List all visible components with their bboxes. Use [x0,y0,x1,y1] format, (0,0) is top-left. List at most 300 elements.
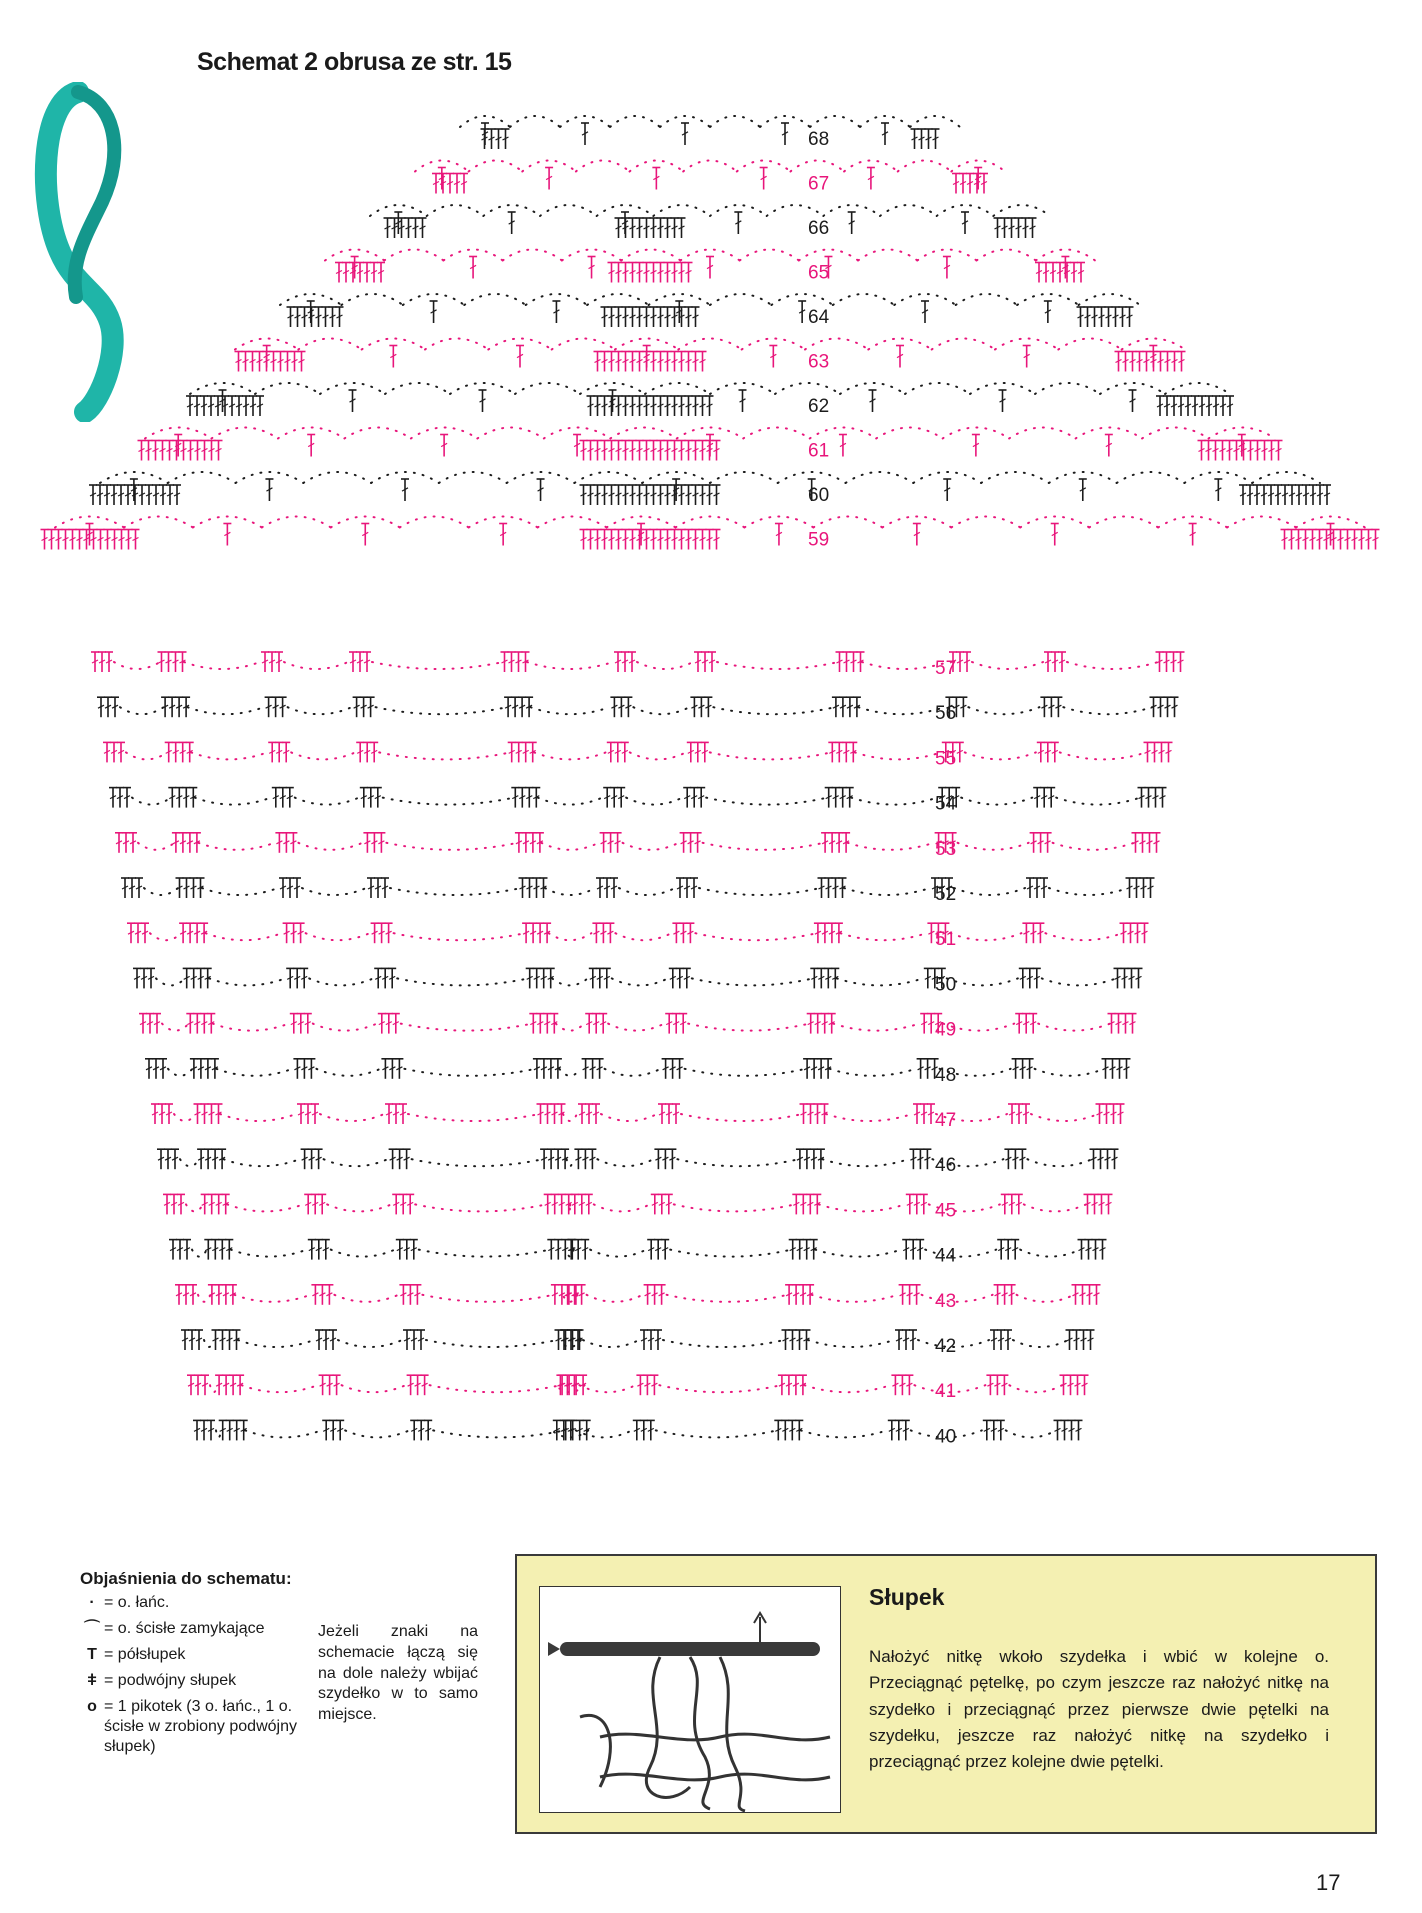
page-number: 17 [1316,1870,1341,1895]
treble-stitch [104,530,112,550]
row-label: 57 [935,658,957,679]
treble-stitch [1123,1059,1131,1079]
treble-stitch [966,174,974,194]
treble-stitch [204,1059,212,1079]
treble-stitch [1177,396,1185,416]
diagram-row [115,833,1161,853]
chain-arc [284,662,348,669]
treble-stitch [1122,1014,1130,1034]
treble-stitch [286,788,294,808]
chain-arc [191,752,267,759]
legend-item-chain [80,1593,315,1613]
treble-stitch [519,878,527,898]
treble-stitch [622,396,630,416]
chain-arc [510,116,560,127]
treble-stitch [1198,396,1206,416]
treble-stitch [588,1149,596,1169]
treble-stitch [174,435,182,457]
treble-stitch [558,1285,566,1305]
treble-stitch [186,396,194,416]
chain-arc [342,1385,406,1392]
treble-stitch [636,307,644,327]
treble-stitch [1358,530,1366,550]
treble-stitch [138,441,146,461]
treble-stitch [537,479,545,501]
treble-stitch [869,390,877,412]
treble-stitch [300,968,308,988]
treble-stitch [190,878,198,898]
treble-stitch [1004,1240,1012,1260]
treble-stitch [1253,485,1261,505]
treble-stitch [1022,218,1030,238]
chain-arc [1063,707,1152,714]
treble-stitch [407,1375,415,1395]
treble-stitch [1011,1240,1019,1260]
treble-stitch [194,441,202,461]
treble-stitch [508,212,516,234]
treble-stitch [105,652,113,672]
treble-stitch [574,1149,582,1169]
treble-stitch [573,435,581,457]
treble-stitch [378,923,386,943]
chain-arc [590,1250,646,1257]
panel-text: Nałożyć nitkę wkoło szydełka i wbić w kolejne o. Przeciągnąć pętelkę, po czym jeszcze raz nałożyć nitkę na szydełko i przeciągnąć przez pierwsze dwie pętelki na szydełku, jeszcze raz nałożyć nitkę na szydełko i przeciągnąć przez kolejne dwie pętelki. [869,1647,1329,1772]
treble-stitch [1157,697,1165,717]
treble-stitch [647,1420,655,1440]
treble-stitch [109,788,117,808]
chain-arc [579,1385,635,1392]
treble-stitch [671,307,679,327]
treble-stitch [211,1240,219,1260]
row-label: 68 [808,129,830,150]
treble-stitch [650,307,658,327]
treble-stitch [624,697,632,717]
treble-stitch [208,1104,216,1124]
treble-stitch [1054,697,1062,717]
treble-stitch [551,1104,559,1124]
treble-stitch [1084,307,1092,327]
chain-arc [898,161,952,172]
treble-stitch [650,218,658,238]
treble-stitch [1036,923,1044,943]
treble-stitch [692,307,700,327]
treble-stitch [652,168,660,190]
treble-stitch [622,307,630,327]
treble-stitch [1033,788,1041,808]
chain-arc [880,205,937,216]
treble-stitch [601,352,609,372]
diagram-row [89,472,1331,505]
treble-stitch [913,524,921,546]
chain-arc [670,1250,791,1257]
treble-stitch [699,485,707,505]
chain-arc [1020,1250,1080,1257]
treble-stitch [511,788,519,808]
legend-item-half-double [80,1645,315,1665]
treble-stitch [293,1059,301,1079]
chain-arc [910,116,960,127]
treble-stitch [117,742,125,762]
treble-stitch [385,1104,393,1124]
treble-stitch [1075,1420,1083,1440]
treble-stitch [671,396,679,416]
treble-stitch [643,307,651,327]
treble-stitch [832,788,840,808]
chain-arc [1067,662,1158,669]
treble-stitch [1151,742,1159,762]
treble-stitch [522,833,530,853]
treble-stitch [636,352,644,372]
treble-stitch [367,697,375,717]
treble-stitch [529,833,537,853]
treble-stitch [1081,1375,1089,1395]
treble-stitch [664,441,672,461]
treble-stitch [615,307,623,327]
chain-arc [840,933,926,940]
treble-stitch [360,788,368,808]
treble-stitch [283,923,291,943]
treble-stitch [432,174,440,194]
treble-stitch [706,257,714,279]
treble-stitch [643,396,651,416]
treble-stitch [1058,652,1066,672]
treble-stitch [414,1375,422,1395]
treble-stitch [1040,697,1048,717]
treble-stitch [130,479,138,501]
treble-stitch [994,218,1002,238]
treble-stitch [218,1240,226,1260]
treble-stitch [417,1420,425,1440]
treble-stitch [286,878,294,898]
treble-stitch [685,352,693,372]
chain-arc [659,1385,780,1392]
treble-stitch [608,485,616,505]
treble-stitch [685,530,693,550]
chain-arc [685,1069,806,1076]
treble-stitch [1140,878,1148,898]
treble-stitch [699,441,707,461]
treble-stitch [796,1240,804,1260]
chain-arc [341,294,402,305]
treble-stitch [333,1375,341,1395]
treble-stitch [554,1059,562,1079]
treble-stitch [533,968,541,988]
treble-stitch [789,1240,797,1260]
chain-arc [858,707,944,714]
treble-stitch [911,129,919,149]
treble-stitch [925,129,933,149]
treble-stitch [1037,833,1045,853]
row-label: 62 [808,396,830,417]
treble-stitch [315,1149,323,1169]
chain-arc [699,888,820,895]
treble-stitch [650,352,658,372]
treble-stitch [1110,1104,1118,1124]
treble-stitch [678,530,686,550]
treble-stitch [643,441,651,461]
treble-stitch [1116,1059,1124,1079]
treble-stitch [508,742,516,762]
treble-stitch [1126,307,1134,327]
treble-stitch [810,968,818,988]
treble-stitch [1295,530,1303,550]
treble-stitch [187,1375,195,1395]
treble-stitch [788,1420,796,1440]
treble-stitch [256,396,264,416]
treble-stitch [1150,697,1158,717]
chain-arc [968,707,1039,714]
chain-arc [202,888,278,895]
treble-stitch [658,1285,666,1305]
treble-stitch [1026,1059,1034,1079]
treble-stitch [127,923,135,943]
treble-stitch [175,788,183,808]
treble-stitch [208,1285,216,1305]
chain-arc [951,517,1020,528]
treble-stitch [997,1330,1005,1350]
treble-stitch [207,396,215,416]
treble-stitch [680,833,688,853]
treble-stitch [1029,218,1037,238]
treble-stitch [599,1014,607,1034]
treble-stitch [687,833,695,853]
treble-stitch [775,524,783,546]
treble-stitch [683,968,691,988]
treble-stitch [818,878,826,898]
picot-symbol-icon: o [87,1698,97,1716]
treble-stitch [193,396,201,416]
row-label: 54 [935,793,957,815]
treble-stitch [799,1194,807,1214]
treble-stitch [622,441,630,461]
treble-stitch [1085,1240,1093,1260]
treble-stitch [183,968,191,988]
treble-stitch [585,1014,593,1034]
treble-stitch [608,530,616,550]
treble-stitch [580,485,588,505]
treble-stitch [972,435,980,457]
treble-stitch [617,697,625,717]
treble-stitch [739,390,747,412]
treble-stitch [671,352,679,372]
treble-stitch [388,1059,396,1079]
treble-stitch [1029,923,1037,943]
treble-stitch [916,1149,924,1169]
treble-stitch [129,833,137,853]
chain-arc [531,707,610,714]
chain-arc [876,428,942,439]
treble-stitch [311,1194,319,1214]
treble-stitch [215,1375,223,1395]
treble-stitch [536,1014,544,1034]
treble-stitch [1295,485,1303,505]
chain-arc [740,250,799,261]
chain-arc [138,843,174,850]
treble-stitch [920,1014,928,1034]
treble-stitch [581,123,589,145]
treble-stitch [921,301,929,323]
treble-stitch [1288,530,1296,550]
legend-item-label: = o. łańc. [104,1594,170,1612]
treble-stitch [676,968,684,988]
treble-stitch [342,263,350,283]
treble-stitch [990,1420,998,1440]
treble-stitch [526,968,534,988]
chain-arc [295,798,359,805]
treble-stitch [924,1059,932,1079]
chain-arc [808,1340,894,1347]
treble-stitch [410,1420,418,1440]
chain-arc [211,428,277,439]
chain-arc [132,798,171,805]
treble-stitch [1261,441,1269,461]
treble-stitch [1344,530,1352,550]
chain-arc [1024,1204,1086,1211]
treble-stitch [608,441,616,461]
chain-arc [552,978,588,985]
treble-stitch [307,435,315,457]
chain-arc [956,294,1017,305]
treble-stitch [165,652,173,672]
treble-stitch [608,307,616,327]
chain-arc [534,752,606,759]
treble-stitch [810,1149,818,1169]
treble-stitch [594,396,602,416]
treble-stitch [453,174,461,194]
treble-stitch [580,441,588,461]
treble-stitch [913,1194,921,1214]
treble-stitch [606,923,614,943]
treble-stitch [1274,485,1282,505]
chain-arc [168,1069,192,1076]
row-label: 51 [935,929,957,951]
treble-stitch [194,1104,202,1124]
diagram-row [157,1149,1119,1169]
treble-stitch [1040,878,1048,898]
treble-stitch [927,1104,935,1124]
diagram-row [138,428,1283,461]
treble-stitch [540,1059,548,1079]
treble-stitch [629,396,637,416]
treble-stitch [1126,878,1134,898]
treble-stitch [994,1285,1002,1305]
treble-stitch [622,530,630,550]
treble-stitch [164,1149,172,1169]
treble-stitch [275,742,283,762]
treble-stitch [336,1420,344,1440]
treble-stitch [396,1240,404,1260]
chain-arc [597,1159,653,1166]
row-label: 67 [808,173,830,195]
chain-arc [262,517,331,528]
treble-stitch [1138,788,1146,808]
treble-stitch [690,697,698,717]
chain-arc [469,161,523,172]
treble-stitch [644,1285,652,1305]
treble-stitch [1134,923,1142,943]
treble-stitch [384,218,392,238]
treble-stitch [599,923,607,943]
treble-stitch [301,307,309,327]
diagram-row [175,1285,1101,1305]
treble-stitch [410,1240,418,1260]
treble-stitch [1141,923,1149,943]
chain-arc [645,383,710,394]
treble-stitch [1214,479,1222,501]
treble-stitch [694,742,702,762]
treble-stitch [293,968,301,988]
treble-stitch [571,1194,579,1214]
treble-stitch [1219,396,1227,416]
chain-arc [801,1430,887,1437]
treble-stitch [145,441,153,461]
chain-arc [848,843,934,850]
treble-stitch [814,1014,822,1034]
treble-stitch [1051,652,1059,672]
treble-stitch [518,788,526,808]
treble-stitch [610,878,618,898]
row-label: 66 [808,218,830,239]
treble-stitch [685,441,693,461]
chain-arc [710,472,778,483]
row-label: 53 [935,838,957,860]
treble-stitch [419,218,427,238]
treble-stitch [116,788,124,808]
treble-stitch [561,1149,569,1169]
treble-stitch [1001,1194,1009,1214]
treble-stitch [672,923,680,943]
treble-stitch [552,301,560,323]
treble-stitch [1022,1014,1030,1034]
treble-stitch [389,346,397,368]
treble-stitch [197,1059,205,1079]
treble-stitch [678,218,686,238]
treble-stitch [1098,1194,1106,1214]
chain-arc [1142,428,1208,439]
chain-arc [216,1069,292,1076]
treble-stitch [304,1014,312,1034]
treble-stitch [388,968,396,988]
treble-stitch [1226,441,1234,461]
treble-stitch [917,1059,925,1079]
treble-stitch [396,1149,404,1169]
chain-arc [608,1024,664,1031]
treble-stitch [555,1330,563,1350]
treble-stitch [1026,968,1034,988]
treble-stitch [1042,263,1050,283]
diagram-row [181,1330,1095,1350]
treble-stitch [835,833,843,853]
chain-arc [549,933,592,940]
treble-stitch [265,697,273,717]
treble-stitch [1233,441,1241,461]
treble-stitch [301,1149,309,1169]
chain-arc [186,1204,203,1211]
treble-stitch [943,257,951,279]
chain-arc [833,1024,919,1031]
treble-stitch [622,263,630,283]
treble-stitch [125,530,133,550]
chain-arc [681,1114,802,1121]
treble-stitch [1008,1285,1016,1305]
chain-arc [192,1250,207,1257]
treble-stitch [62,530,70,550]
chain-arc [623,843,679,850]
treble-stitch [356,742,364,762]
chain-arc [209,978,285,985]
treble-stitch [315,1240,323,1260]
treble-stitch [145,1059,153,1079]
